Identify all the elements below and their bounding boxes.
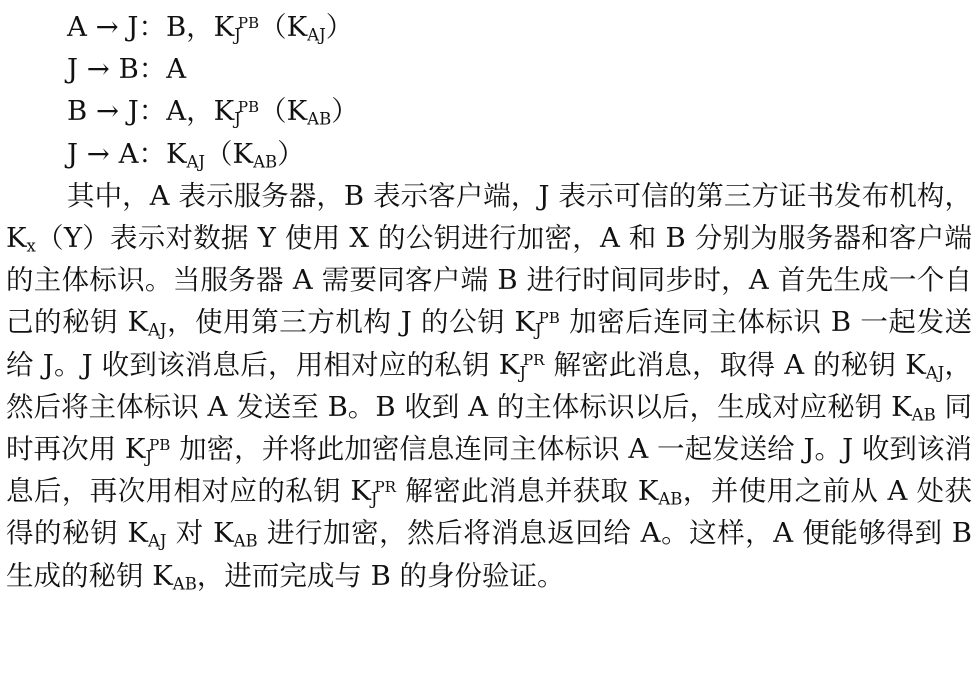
party-from: B <box>67 95 88 128</box>
text-run: 解密此消息并获取 K <box>396 475 659 508</box>
protocol-step-3 <box>6 90 972 132</box>
session-key: K <box>286 95 308 128</box>
public-key: K <box>213 11 235 43</box>
key-subscript: AB <box>658 489 683 509</box>
key-superscript: PB <box>538 309 560 328</box>
message-identity: A <box>166 95 187 128</box>
session-key-subscript: AB <box>307 110 332 130</box>
key-subscript: J <box>145 447 153 467</box>
session-key: K <box>232 137 254 170</box>
key-superscript: PR <box>374 477 397 496</box>
party-to: J <box>127 11 139 43</box>
public-key-subscript: J <box>234 25 241 45</box>
text-run: 进行加密，然后将消息返回给 A。这样，A 便能够得到 B 生成的秘钥 K <box>6 517 972 592</box>
text-run: ，使用第三方机构 J 的公钥 K <box>166 306 536 339</box>
text-run: ，并使用之前从 A 处获得的秘钥 K <box>6 475 972 550</box>
message-identity: B <box>165 11 187 43</box>
colon: ： <box>138 11 166 43</box>
text-run: 同时再次用 K <box>6 390 972 466</box>
key-subscript: AB <box>233 532 258 552</box>
protocol-step-1 <box>6 6 972 48</box>
key-superscript: PR <box>522 351 545 370</box>
text-run: 对 K <box>166 517 234 550</box>
text-run: 加密，并将此加密信息连同主体标识 A 一起发送给 J。J 收到该消息后，再次用相对应的私钥 K <box>6 433 972 508</box>
key-subscript: AB <box>911 405 936 425</box>
party-from: J <box>67 53 79 86</box>
colon: ： <box>138 95 167 128</box>
key-subscript: AB <box>172 574 197 594</box>
left-paren: （ <box>205 137 233 170</box>
session-key-subscript: AJ <box>307 25 326 45</box>
arrow-icon: → <box>86 53 110 86</box>
key-subscript: J <box>370 489 378 509</box>
key-subscript: AJ <box>925 363 945 383</box>
key-subscript: J <box>535 321 542 341</box>
party-to: B <box>118 53 139 86</box>
message-identity: A <box>166 53 187 86</box>
colon: ： <box>138 53 167 86</box>
party-to: J <box>127 95 139 128</box>
text-run: 解密此消息，取得 A 的秘钥 K <box>544 348 926 381</box>
left-paren: （ <box>259 11 287 43</box>
text-run: 加密后连同主体标识 B 一起发送给 J。J 收到该消息后，用相对应的私钥 K <box>6 306 973 381</box>
right-paren: ） <box>325 11 354 43</box>
right-paren: ） <box>331 95 359 128</box>
arrow-icon: → <box>95 95 120 128</box>
public-key: K <box>213 95 235 128</box>
party-to: A <box>118 137 139 170</box>
key-subscript: J <box>519 363 526 383</box>
protocol-step-2 <box>6 48 972 90</box>
session-key: K <box>286 11 308 43</box>
text-run: 其中，A 表示服务器，B 表示客户端，J 表示可信的第三方证书发布机构，K <box>6 179 972 255</box>
public-key-superscript: PB <box>237 98 260 117</box>
public-key-superscript: PB <box>237 13 260 32</box>
arrow-icon: → <box>86 137 110 170</box>
party-from: J <box>67 137 79 170</box>
encryption-key: K <box>165 137 187 170</box>
text-run: （Y）表示对数据 Y 使用 X 的公钥进行加密，A 和 B 分别为服务器和客户端的主体标识。当服务器 A 需要同客户端 B 进行时间同步时，A 首先生成一个自己的秘钥 K <box>6 222 972 339</box>
left-paren: （ <box>259 95 287 128</box>
protocol-step-4 <box>6 133 972 175</box>
session-key-subscript: AB <box>253 152 278 172</box>
key-subscript: AJ <box>147 532 167 552</box>
right-paren: ） <box>277 137 305 170</box>
text-run: ，然后将主体标识 A 发送至 B。B 收到 A 的主体标识以后，生成对应秘钥 K <box>6 348 972 423</box>
key-subscript: AJ <box>148 321 167 341</box>
text-run: ，进而完成与 B 的身份验证。 <box>196 559 565 592</box>
public-key-subscript: J <box>234 110 241 130</box>
encryption-key-subscript: AJ <box>186 152 206 172</box>
key-superscript: PB <box>149 435 171 454</box>
comma: ， <box>186 11 214 43</box>
explanation-paragraph <box>6 175 972 597</box>
party-from: A <box>67 11 87 43</box>
colon: ： <box>138 137 166 170</box>
comma: ， <box>186 95 214 128</box>
arrow-icon: → <box>95 11 119 43</box>
key-subscript: x <box>26 236 36 256</box>
